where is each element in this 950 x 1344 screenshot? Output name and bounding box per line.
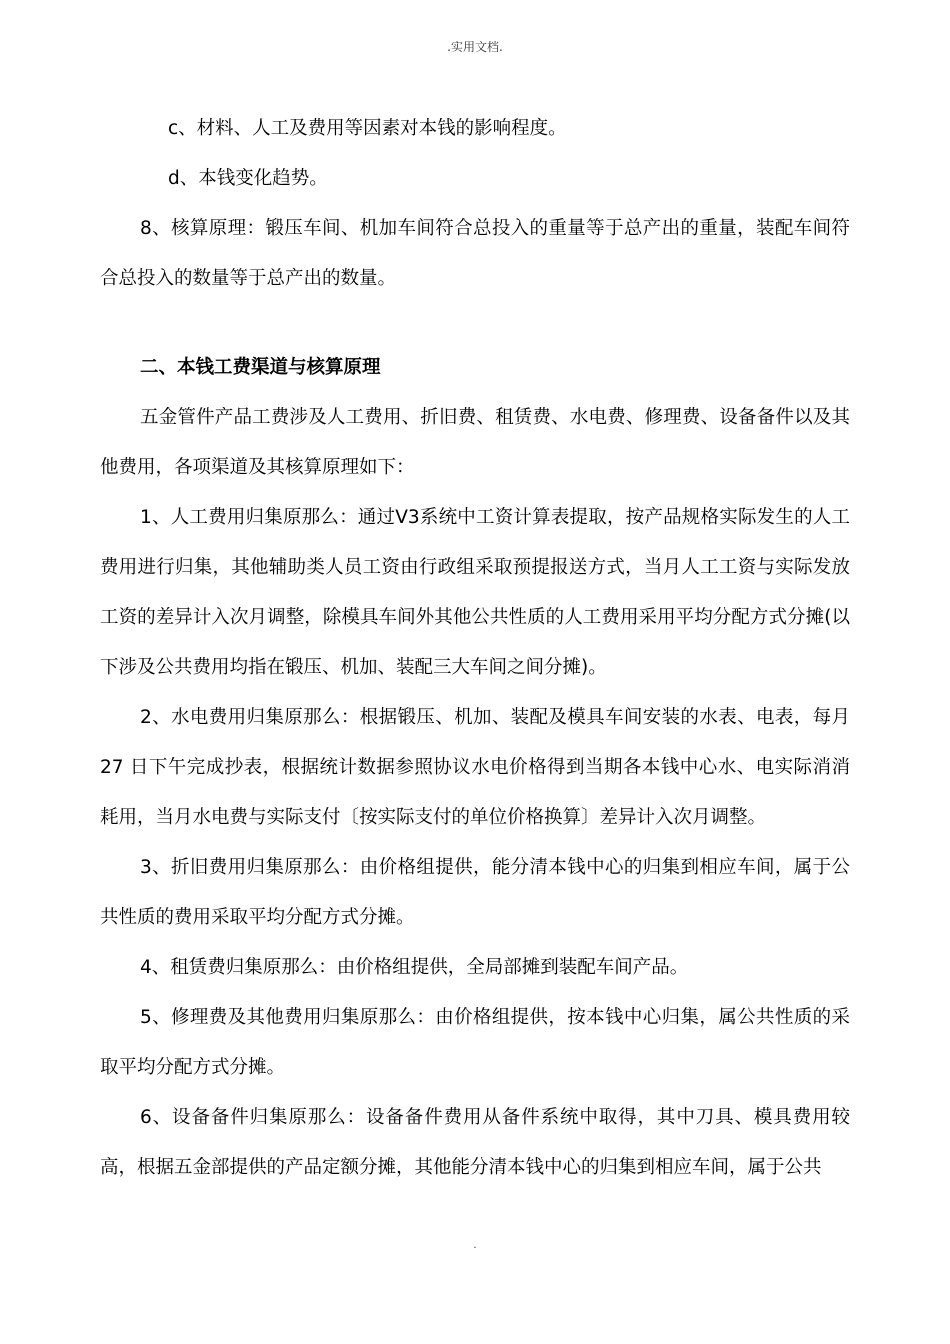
section-title: 二、本钱工费渠道与核算原理: [140, 357, 381, 378]
rule-2-utilities: 2、水电费用归集原那么：根据锻压、机加、装配及模具车间安装的水表、电表，每月 27 日下午完成抄表，根据统计数据参照协议水电价格得到当期各本钱中心水、电实际消消耗用，当月水电费与实际支付〔按实际支付的单位价格换算〕差异计入次月调整。: [100, 707, 850, 828]
section-intro: 五金管件产品工费涉及人工费用、折旧费、租赁费、水电费、修理费、设备备件以及其他费用，各项渠道及其核算原理如下：: [100, 407, 850, 478]
rule-3-depreciation: 3、折旧费用归集原那么：由价格组提供，能分清本钱中心的归集到相应车间，属于公共性质的费用采取平均分配方式分摊。: [100, 857, 850, 928]
rule-4-rent: 4、租赁费归集原那么：由价格组提供，全局部摊到装配车间产品。: [140, 957, 689, 978]
item-8-accounting-principle: 8、核算原理：锻压车间、机加车间符合总投入的重量等于总产出的重量，装配车间符合总投入的数量等于总产出的数量。: [100, 218, 850, 289]
rule-5-repair: 5、修理费及其他费用归集原那么：由价格组提供，按本钱中心归集，属公共性质的采取平均分配方式分摊。: [100, 1007, 850, 1078]
section-spacer: [100, 304, 850, 343]
list-item-d: d、本钱变化趋势。: [168, 168, 328, 189]
page-footer: .: [473, 1240, 477, 1251]
document-body: [100, 104, 850, 1193]
page-header: .实用文档.: [447, 40, 503, 54]
rule-6-equipment-parts: 6、设备备件归集原那么：设备备件费用从备件系统中取得，其中刀具、模具费用较高，根据五金部提供的产品定额分摊，其他能分清本钱中心的归集到相应车间，属于公共: [100, 1107, 850, 1178]
list-item-c: c、材料、人工及费用等因素对本钱的影响程度。: [168, 118, 567, 139]
rule-1-labor: 1、人工费用归集原那么：通过V3系统中工资计算表提取，按产品规格实际发生的人工费用进行归集，其他辅助类人员工资由行政组采取预提报送方式，当月人工工资与实际发放工资的差异计入次月调整，除模具车间外其他公共性质的人工费用采用平均分配方式分摊(以下涉及公共费用均指在锻压、机加、装配三大车间之间分摊)。: [100, 507, 850, 678]
